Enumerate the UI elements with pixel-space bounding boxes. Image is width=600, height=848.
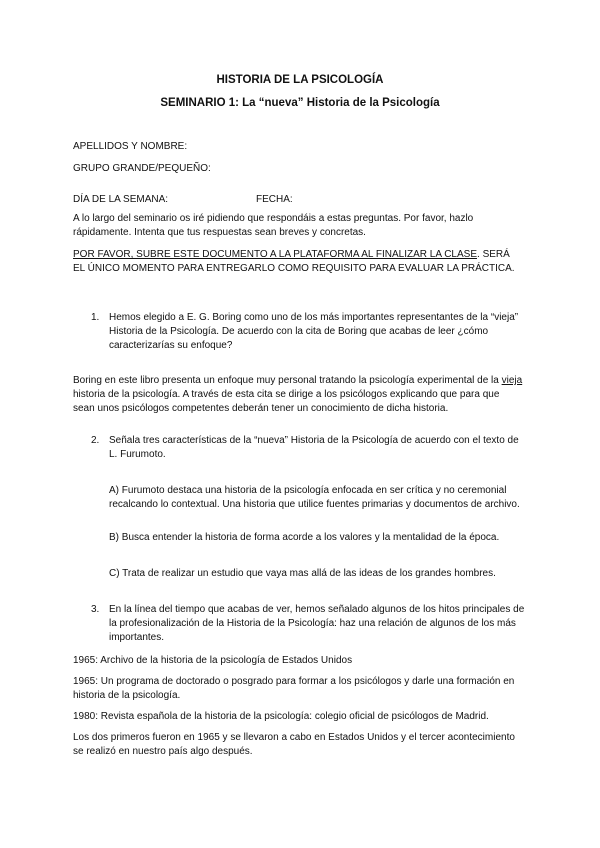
answer-2c: C) Trata de realizar un estudio que vaya mas allá de las ideas de los grandes hombres. xyxy=(109,568,496,579)
answer-text: Boring en este libro presenta un enfoque muy personal tratando la psicología experimental de la xyxy=(73,375,502,386)
field-group-label: GRUPO GRANDE/PEQUEÑO: xyxy=(73,163,211,174)
field-day-label: DÍA DE LA SEMANA: xyxy=(73,194,169,205)
answer-3-closing xyxy=(73,731,515,759)
question-number: 3. xyxy=(91,604,100,615)
answer-1 xyxy=(73,374,522,416)
answer-2a xyxy=(109,484,520,512)
question-line: Hemos elegido a E. G. Boring como uno de los más importantes representantes de la “vieja” xyxy=(109,312,519,323)
question-number: 1. xyxy=(91,312,100,323)
answer-line: A) Furumoto destaca una historia de la psicología enfocada en ser crítica y no ceremonial xyxy=(109,485,507,496)
answer-3-item: 1980: Revista española de la historia de la psicología: colegio oficial de psicólogos de Madrid. xyxy=(73,711,489,722)
notice-underlined-text: POR FAVOR, SUBRE ESTE DOCUMENTO A LA PLATAFORMA AL FINALIZAR LA CLASE xyxy=(73,249,478,260)
intro-line: rápidamente. Intenta que tus respuestas sean breves y concretas. xyxy=(73,227,366,238)
notice-line: EL ÚNICO MOMENTO PARA ENTREGARLO COMO REQUISITO PARA EVALUAR LA PRÁCTICA. xyxy=(73,263,515,274)
answer-3-item xyxy=(73,675,514,703)
question-line: caracterizarías su enfoque? xyxy=(109,340,233,351)
answer-line: Los dos primeros fueron en 1965 y se llevaron a cabo en Estados Unidos y el tercer acontecimiento xyxy=(73,732,515,743)
field-date-label: FECHA: xyxy=(256,194,293,205)
question-2 xyxy=(109,434,519,462)
answer-underlined-word: vieja xyxy=(501,375,523,386)
question-line: Señala tres características de la “nueva” Historia de la Psicología de acuerdo con el texto de xyxy=(109,435,519,446)
question-line: L. Furumoto. xyxy=(109,449,166,460)
document-title: HISTORIA DE LA PSICOLOGÍA xyxy=(216,74,384,86)
intro-line: A lo largo del seminario os iré pidiendo que respondáis a estas preguntas. Por favor, hazlo xyxy=(73,213,474,224)
answer-line: historia de la psicología. xyxy=(73,690,181,701)
document-subtitle: SEMINARIO 1: La “nueva” Historia de la Psicología xyxy=(160,97,440,109)
notice-text: . SERÁ xyxy=(477,249,510,260)
answer-line: sean unos psicólogos competentes deberán tener un conocimiento de dicha historia. xyxy=(73,403,449,414)
answer-line: recalcando lo contextual. Una historia que utilice fuentes primarias y documentos de archivo. xyxy=(109,499,520,510)
question-line: importantes. xyxy=(109,632,165,643)
question-line: la profesionalización de la Historia de la Psicología: haz una relación de algunos de los más xyxy=(109,618,516,629)
field-names-label: APELLIDOS Y NOMBRE: xyxy=(73,141,188,152)
question-3 xyxy=(109,603,524,645)
answer-3-item: 1965: Archivo de la historia de la psicología de Estados Unidos xyxy=(73,655,353,666)
answer-line: historia de la psicología. A través de esta cita se dirige a los psicólogos explicando que para que xyxy=(73,389,500,400)
question-number: 2. xyxy=(91,435,100,446)
answer-line: 1965: Un programa de doctorado o posgrado para formar a los psicólogos y darle una formación en xyxy=(73,676,515,687)
question-line: En la línea del tiempo que acabas de ver, hemos señalado algunos de los hitos principales de xyxy=(109,604,525,615)
intro-paragraph xyxy=(73,212,473,240)
question-1 xyxy=(109,311,518,353)
answer-2b: B) Busca entender la historia de forma acorde a los valores y la mentalidad de la época. xyxy=(109,532,500,543)
question-line: Historia de la Psicología. De acuerdo con la cita de Boring que acabas de leer ¿cómo xyxy=(109,326,489,337)
answer-line: se realizó en nuestro país algo después. xyxy=(73,746,253,757)
notice-paragraph xyxy=(73,248,515,276)
